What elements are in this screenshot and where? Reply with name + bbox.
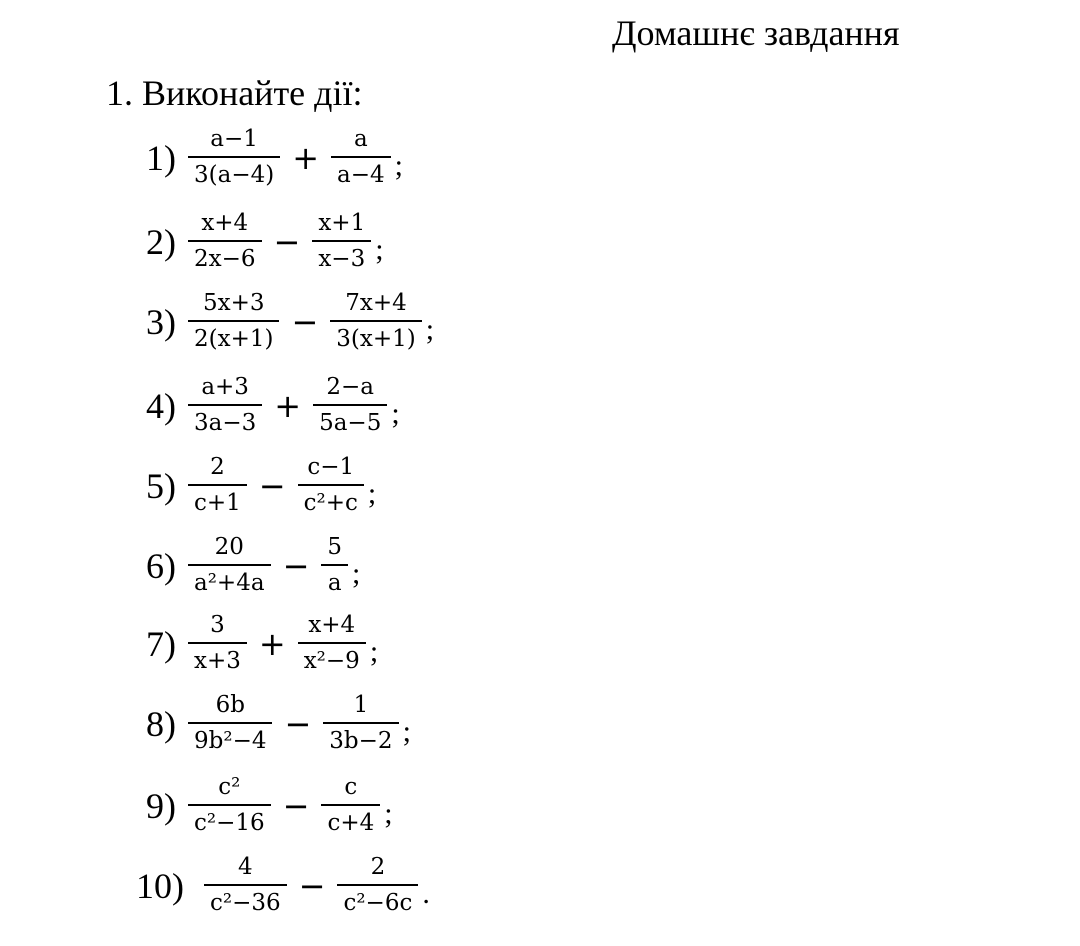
denominator: 5a−5 bbox=[313, 404, 387, 435]
problem-number: 9) bbox=[146, 785, 176, 826]
fraction-b bbox=[312, 212, 371, 271]
terminator: ; bbox=[352, 556, 361, 590]
page-title: Домашнє завдання bbox=[612, 13, 900, 53]
terminator: ; bbox=[391, 396, 400, 430]
denominator: a−4 bbox=[331, 156, 391, 187]
fraction-b bbox=[298, 614, 366, 673]
problem-9 bbox=[146, 776, 393, 835]
operator: − bbox=[273, 222, 301, 261]
fraction-a bbox=[188, 694, 272, 753]
fraction-b bbox=[337, 856, 418, 915]
denominator: 3(x+1) bbox=[330, 320, 421, 351]
terminator: . bbox=[422, 876, 430, 910]
denominator: c²−16 bbox=[188, 804, 271, 835]
denominator: 3a−3 bbox=[188, 404, 262, 435]
operator: − bbox=[282, 546, 310, 585]
task-heading: 1. Виконайте дії: bbox=[106, 73, 363, 113]
fraction-a bbox=[204, 856, 287, 915]
numerator: c−1 bbox=[307, 454, 355, 480]
problem-8 bbox=[146, 694, 411, 753]
numerator: 7x+4 bbox=[345, 290, 407, 316]
denominator: 9b²−4 bbox=[188, 722, 272, 753]
denominator: 3b−2 bbox=[323, 722, 398, 753]
operator: − bbox=[291, 302, 319, 341]
fraction-a bbox=[188, 614, 247, 673]
numerator: 2−a bbox=[326, 374, 375, 400]
fraction-b bbox=[321, 536, 348, 595]
numerator: 5 bbox=[327, 534, 343, 560]
operator: + bbox=[292, 138, 320, 177]
numerator: x+4 bbox=[201, 210, 249, 236]
problem-1 bbox=[146, 128, 403, 187]
operator: − bbox=[298, 866, 326, 905]
denominator: a²+4a bbox=[188, 564, 271, 595]
operator: − bbox=[284, 704, 312, 743]
numerator: 4 bbox=[238, 854, 253, 880]
denominator: c²−36 bbox=[204, 884, 287, 915]
problem-number: 4) bbox=[146, 385, 176, 426]
problem-5 bbox=[146, 456, 376, 515]
fraction-b bbox=[313, 376, 387, 435]
operator: − bbox=[258, 466, 286, 505]
numerator: 2 bbox=[210, 454, 225, 480]
denominator: c²+c bbox=[298, 484, 364, 515]
problem-3 bbox=[146, 292, 434, 351]
terminator: ; bbox=[375, 232, 384, 266]
numerator: a−1 bbox=[210, 126, 258, 152]
problem-number: 3) bbox=[146, 301, 176, 342]
numerator: c² bbox=[218, 774, 241, 800]
problem-number: 1) bbox=[146, 137, 176, 178]
fraction-a bbox=[188, 456, 247, 515]
numerator: a bbox=[353, 126, 368, 152]
fraction-a bbox=[188, 212, 262, 271]
fraction-b bbox=[330, 292, 421, 351]
fraction-b bbox=[323, 694, 398, 753]
problem-4 bbox=[146, 376, 400, 435]
fraction-a bbox=[188, 536, 271, 595]
numerator: x+4 bbox=[308, 612, 356, 638]
denominator: c+4 bbox=[321, 804, 380, 835]
problem-number: 6) bbox=[146, 545, 176, 586]
terminator: ; bbox=[367, 476, 377, 510]
denominator: x+3 bbox=[188, 642, 247, 673]
fraction-a bbox=[188, 376, 262, 435]
numerator: 3 bbox=[210, 612, 225, 638]
denominator: x²−9 bbox=[298, 642, 366, 673]
problem-6 bbox=[146, 536, 360, 595]
numerator: 1 bbox=[353, 692, 369, 718]
fraction-a bbox=[188, 776, 271, 835]
problem-7 bbox=[146, 614, 378, 673]
denominator: 2x−6 bbox=[188, 240, 262, 271]
fraction-a bbox=[188, 128, 280, 187]
terminator: ; bbox=[402, 714, 411, 748]
denominator: a bbox=[321, 564, 348, 595]
problem-number: 2) bbox=[146, 221, 176, 262]
problem-number: 8) bbox=[146, 703, 176, 744]
fraction-a bbox=[188, 292, 279, 351]
numerator: x+1 bbox=[318, 210, 366, 236]
denominator: 3(a−4) bbox=[188, 156, 280, 187]
operator: + bbox=[258, 624, 286, 663]
problem-2 bbox=[146, 212, 384, 271]
denominator: x−3 bbox=[312, 240, 371, 271]
problem-number: 10) bbox=[136, 865, 184, 906]
problem-10 bbox=[136, 856, 430, 915]
numerator: 20 bbox=[214, 534, 244, 560]
problem-number: 7) bbox=[146, 623, 176, 664]
problem-number: 5) bbox=[146, 465, 176, 506]
terminator: ; bbox=[425, 312, 435, 346]
numerator: a+3 bbox=[201, 374, 249, 400]
operator: − bbox=[282, 786, 310, 825]
numerator: 6b bbox=[215, 692, 245, 718]
denominator: c+1 bbox=[188, 484, 247, 515]
fraction-b bbox=[331, 128, 391, 187]
fraction-b bbox=[321, 776, 380, 835]
denominator: c²−6c bbox=[337, 884, 418, 915]
terminator: ; bbox=[384, 796, 393, 830]
numerator: 5x+3 bbox=[202, 290, 265, 316]
fraction-b bbox=[298, 456, 364, 515]
operator: + bbox=[274, 386, 302, 425]
numerator: 2 bbox=[370, 854, 386, 880]
numerator: c bbox=[344, 774, 358, 800]
terminator: ; bbox=[369, 634, 379, 668]
denominator: 2(x+1) bbox=[188, 320, 279, 351]
terminator: ; bbox=[394, 148, 403, 182]
